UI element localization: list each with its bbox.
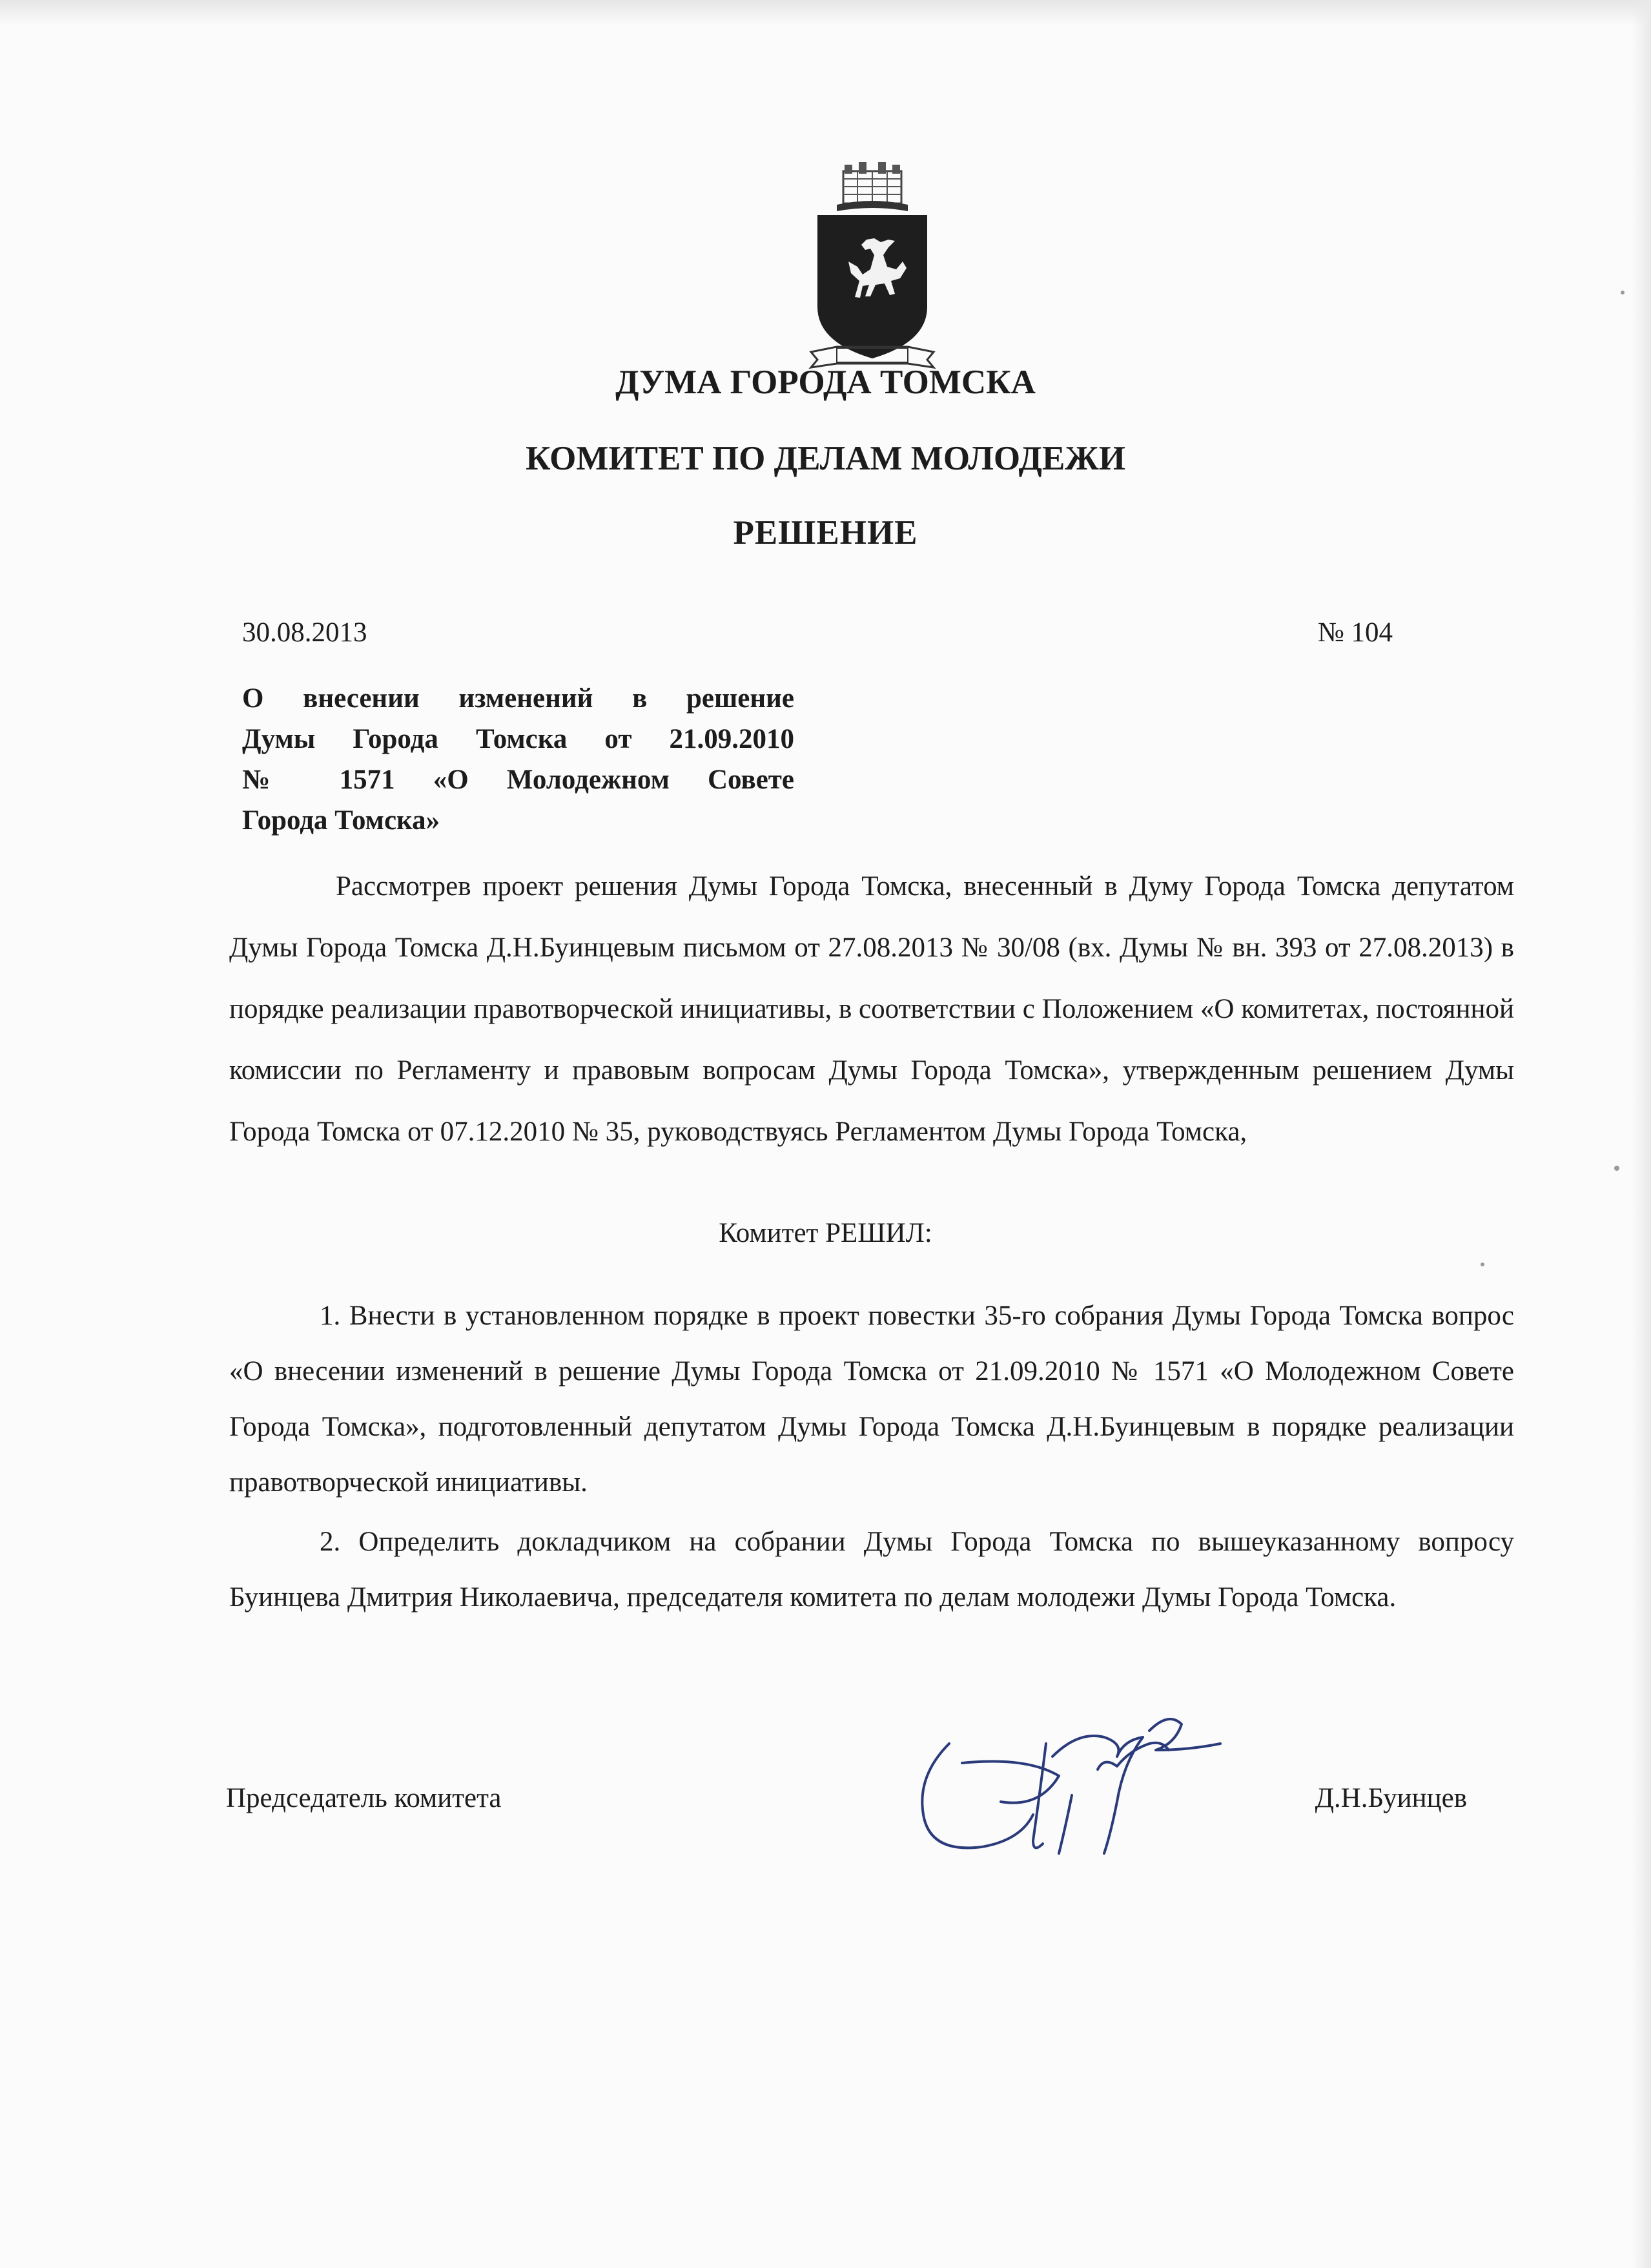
document-type-title: РЕШЕНИЕ	[733, 514, 918, 552]
handwritten-signature	[910, 1705, 1246, 1873]
document-date: 30.08.2013	[242, 617, 367, 648]
document-number: № 104	[1317, 617, 1393, 648]
resolved-heading: Комитет РЕШИЛ:	[719, 1218, 932, 1248]
crown-icon	[837, 162, 908, 211]
signatory-name: Д.Н.Буинцев	[1315, 1783, 1467, 1813]
scan-shadow-right	[1632, 0, 1651, 2268]
tomsk-coat-of-arms-emblem	[798, 158, 947, 378]
scan-speck	[1621, 291, 1625, 294]
signatory-title: Председатель комитета	[226, 1783, 502, 1813]
subject-line: Думы Города Томска от 21.09.2010	[242, 724, 794, 754]
decision-item-2: 2. Определить докладчиком на собрании Думы Города Томска по вышеуказанному вопросу Буинцева Дмитрия Николаевича, председателя комитета по делам молодежи Думы Города Томска.	[229, 1527, 1514, 1613]
scan-speck	[1614, 1166, 1619, 1171]
intro-paragraph: Рассмотрев проект решения Думы Города Томска, внесенный в Думу Города Томска депутатом Думы Города Томска Д.Н.Буинцевым письмом от 27.08.2013 № 30/08 (вх. Думы № вн. 393 от 27.08.2013) в порядке реализации правотворческой инициативы, в соответствии с Положением «О комитетах, постоянной комиссии по Регламенту и правовым вопросам Думы Города Томска», утвержденным решением Думы Города Томска от 07.12.2010 № 35, руководствуясь Регламентом Думы Города Томска,	[229, 871, 1514, 1147]
subject-line: Города Томска»	[242, 805, 440, 836]
subject-line: О внесении изменений в решение	[242, 683, 794, 714]
organization-title: ДУМА ГОРОДА ТОМСКА	[615, 364, 1036, 401]
decision-item-1: 1. Внести в установленном порядке в проект повестки 35-го собрания Думы Города Томска вопрос «О внесении изменений в решение Думы Города Томска от 21.09.2010 № 1571 «О Молодежном Совете Города Томска», подготовленный депутатом Думы Города Томска Д.Н.Буинцевым в порядке реализации правотворческой инициативы.	[229, 1301, 1514, 1498]
scan-speck	[1481, 1263, 1484, 1266]
scan-shadow-top	[0, 0, 1651, 26]
subject-line: № 1571 «О Молодежном Совете	[242, 765, 794, 795]
document-subject	[242, 678, 794, 841]
committee-title: КОМИТЕТ ПО ДЕЛАМ МОЛОДЕЖИ	[526, 440, 1125, 477]
